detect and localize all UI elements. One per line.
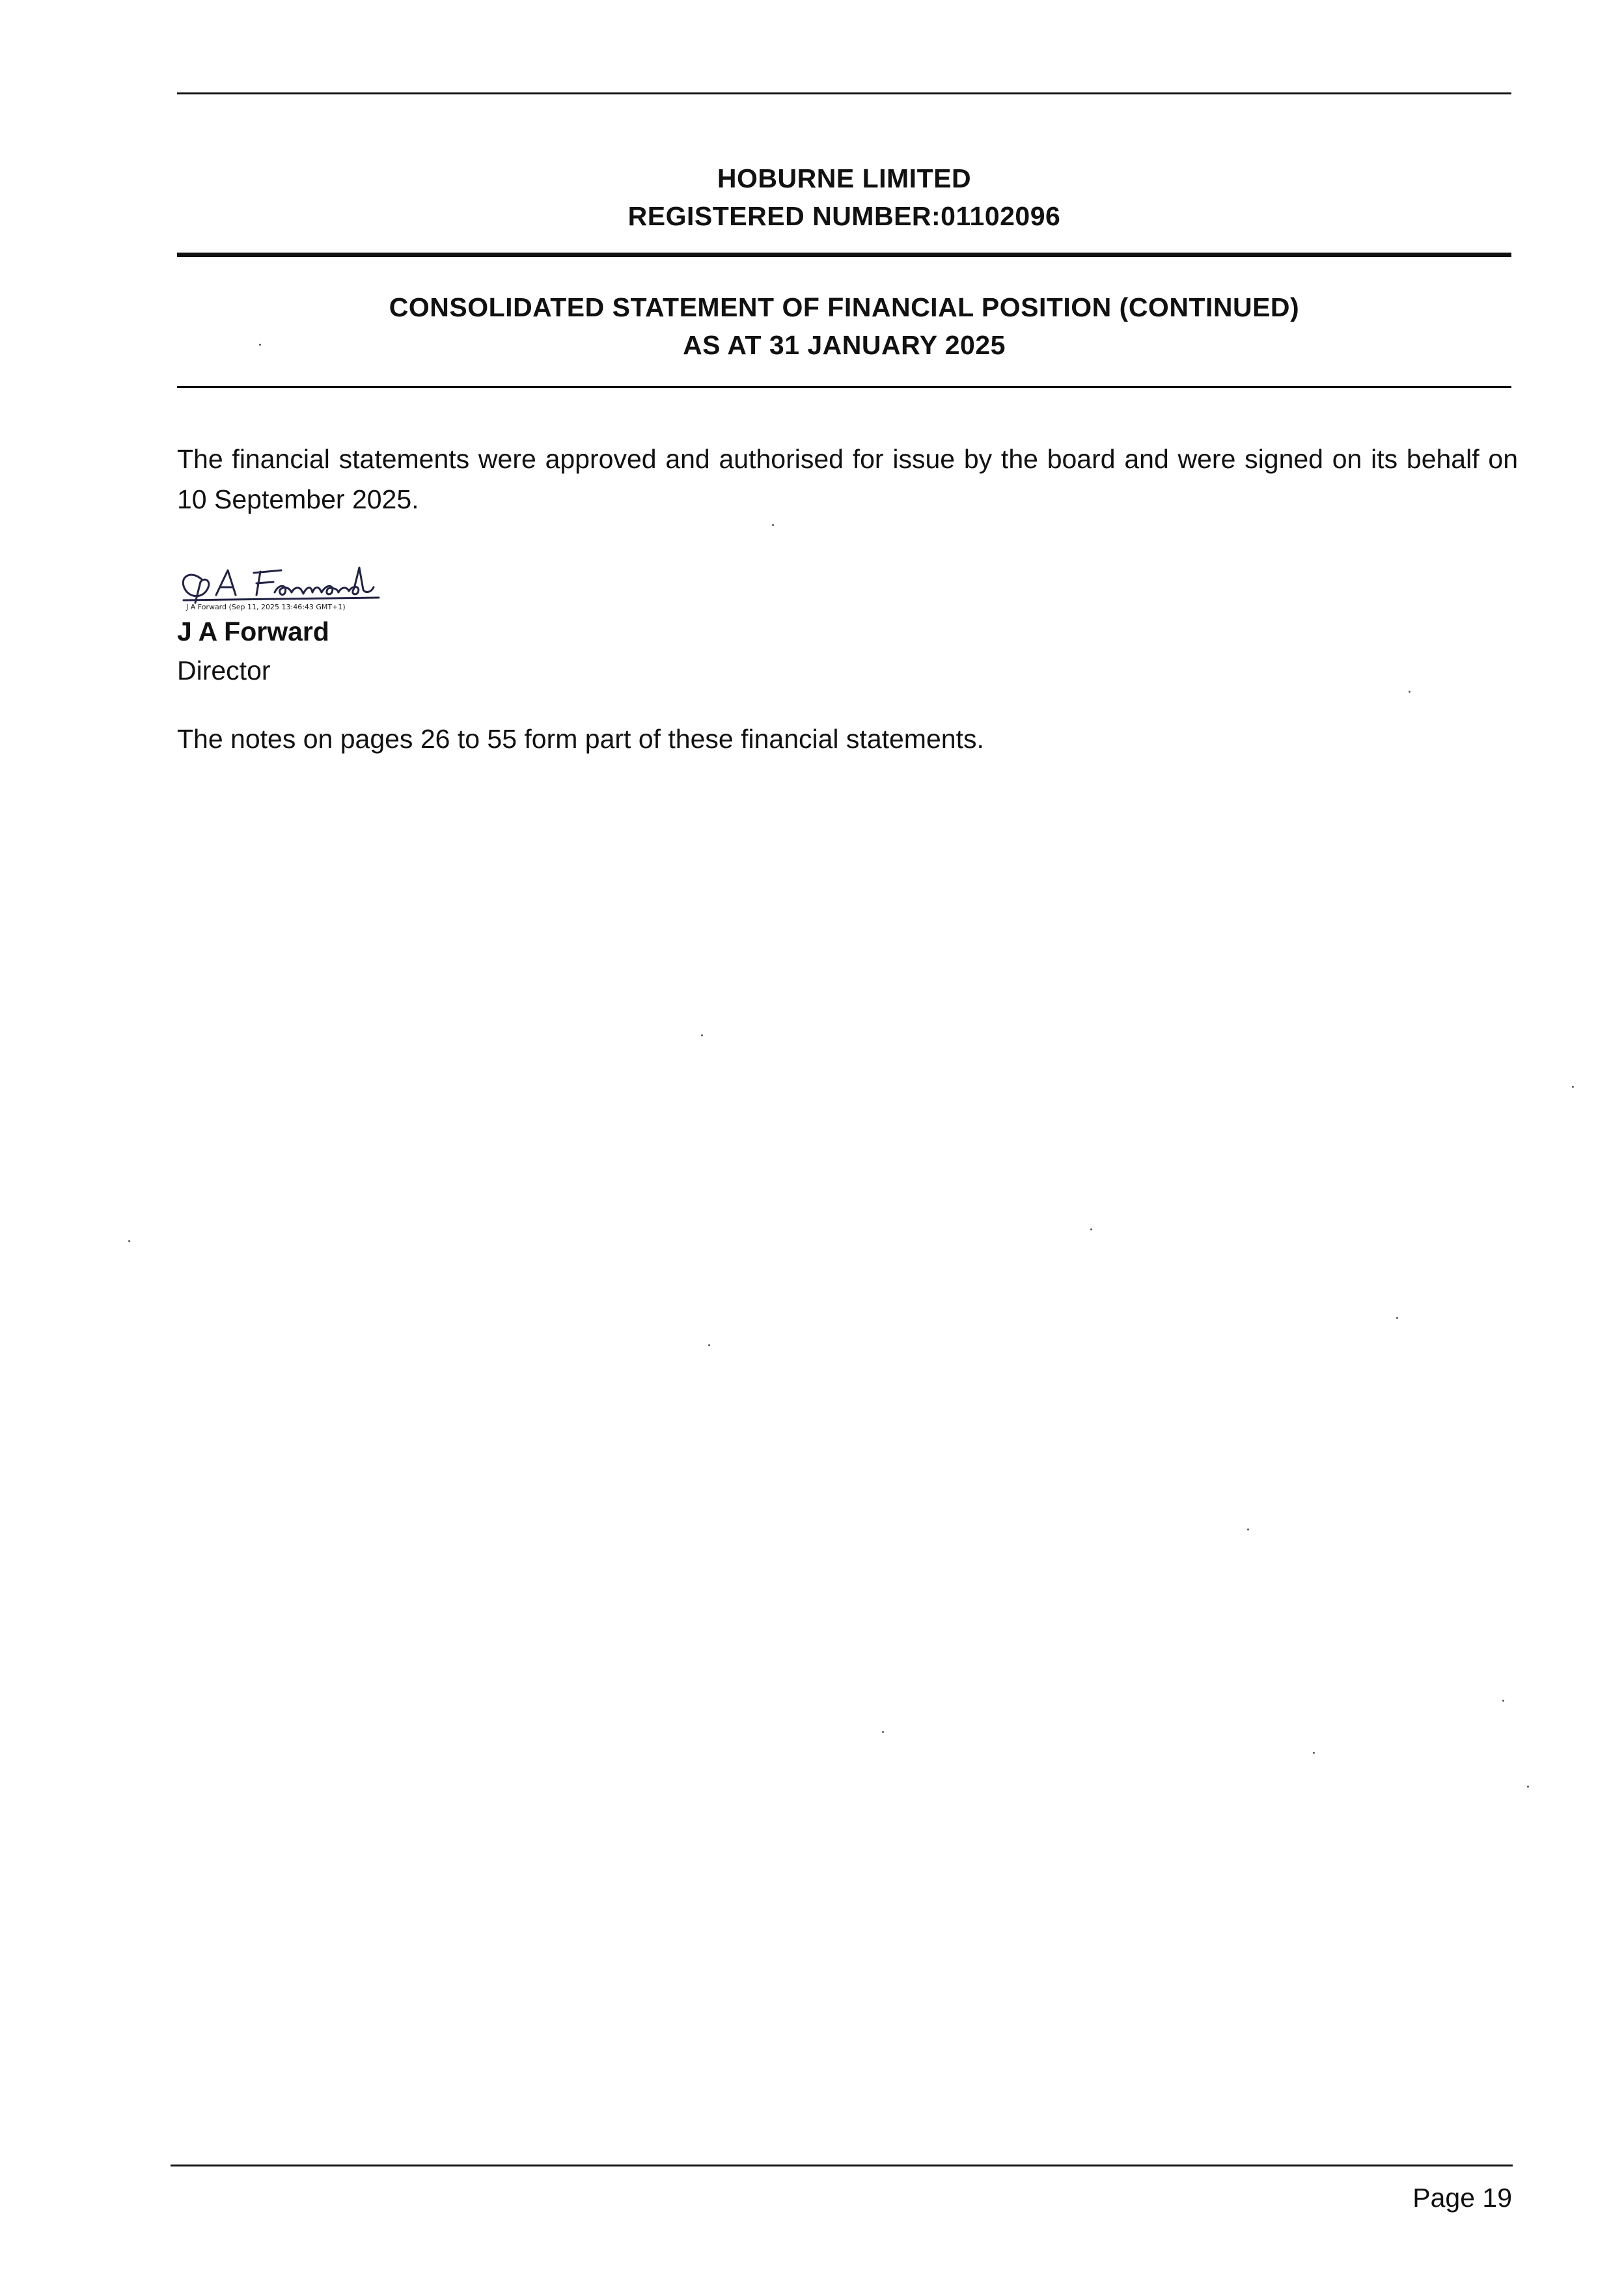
scan-speck <box>1090 1228 1092 1230</box>
scan-speck <box>1572 1086 1574 1088</box>
page-number: Page 19 <box>1412 2183 1512 2213</box>
notes-reference: The notes on pages 26 to 55 form part of these financial statements. <box>177 724 984 754</box>
footer-rule <box>171 2165 1513 2166</box>
scan-speck <box>882 1731 884 1733</box>
scan-speck <box>128 1240 130 1242</box>
svg-text:J A Forward (Sep 11, 2025 13:4: J A Forward (Sep 11, 2025 13:46:43 GMT+1) <box>186 603 346 611</box>
header-bottom-rule <box>177 253 1511 257</box>
scan-speck <box>1396 1317 1398 1319</box>
scan-speck <box>1409 691 1411 693</box>
approval-paragraph: The financial statements were approved and authorised for issue by the board and were signed on its behalf on 10 September 2025. <box>177 444 1518 514</box>
scan-speck <box>1313 1752 1315 1754</box>
scan-speck <box>1502 1700 1504 1702</box>
scan-speck <box>772 524 774 526</box>
scan-speck <box>701 1034 703 1036</box>
scan-speck <box>1527 1786 1529 1788</box>
scan-speck <box>708 1344 710 1346</box>
signature-image <box>164 555 411 620</box>
company-name: HOBURNE LIMITED <box>717 163 972 193</box>
scan-speck <box>259 344 261 346</box>
signatory-role: Director <box>177 656 271 685</box>
registered-number: REGISTERED NUMBER:01102096 <box>627 201 1061 231</box>
scan-speck <box>1247 1529 1249 1530</box>
title-bottom-rule <box>177 386 1511 388</box>
statement-title: CONSOLIDATED STATEMENT OF FINANCIAL POSITION (CONTINUED) <box>389 292 1300 322</box>
header-top-rule <box>177 92 1511 94</box>
signatory-name: J A Forward <box>177 616 329 646</box>
statement-date: AS AT 31 JANUARY 2025 <box>683 330 1006 360</box>
